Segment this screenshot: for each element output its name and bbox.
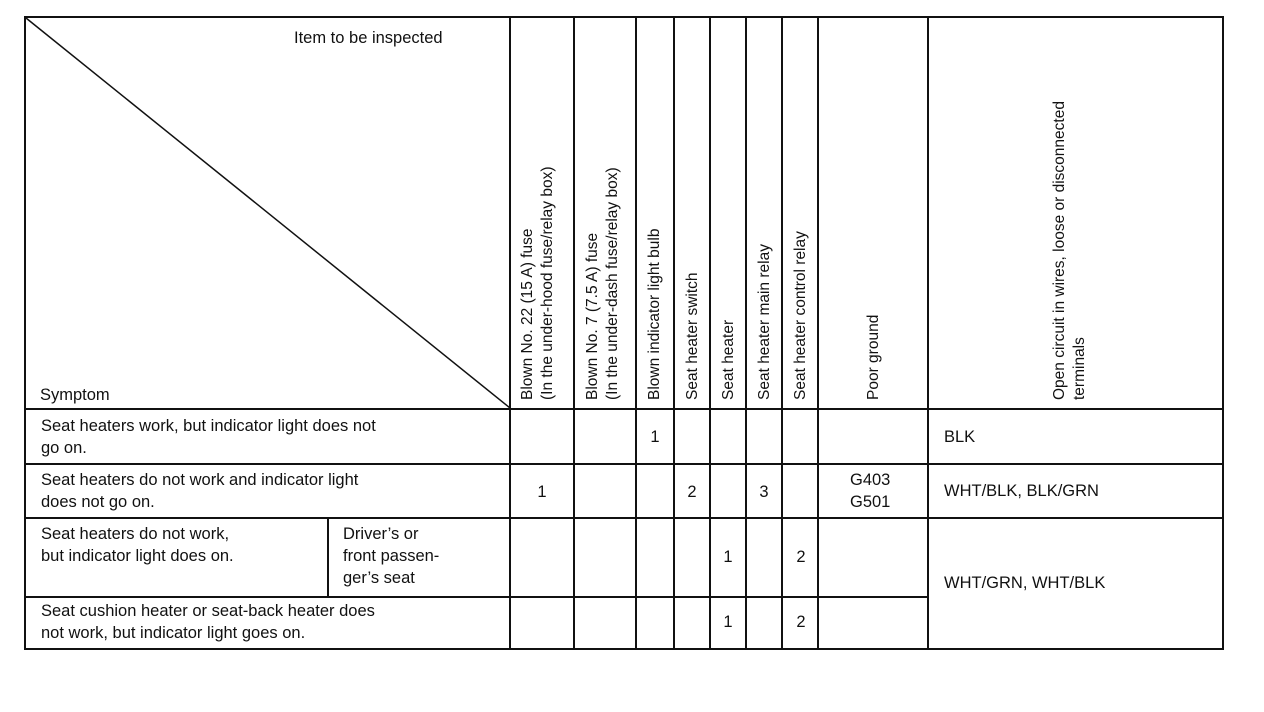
row-4-control-relay: 2: [796, 613, 806, 631]
seat-position-line: ger’s seat: [343, 569, 415, 587]
row-1-indicator-bulb: 1: [650, 428, 660, 446]
col-header-line1: Poor ground: [865, 314, 882, 400]
symptom-line: not work, but indicator light goes on.: [41, 624, 306, 642]
seat-position-line: front passen-: [343, 547, 440, 565]
symptom-line: but indicator light does on.: [41, 547, 234, 565]
col-header-line1: Blown No. 22 (15 A) fuse: [519, 228, 536, 400]
row-2-fuse22: 1: [537, 483, 547, 501]
col-header-line1: Blown No. 7 (7.5 A) fuse: [584, 232, 601, 400]
symptom-line: Seat heaters work, but indicator light does not: [41, 417, 376, 435]
row-1-symptom: [41, 415, 376, 459]
row-4-seat-heater: 1: [723, 613, 733, 631]
row-1-open-circuit: BLK: [944, 428, 976, 446]
row-3-symptom: [41, 523, 234, 567]
col-header-line1: Seat heater main relay: [756, 244, 773, 400]
row-3-seat-heater: 1: [723, 548, 733, 566]
row-2-main-relay: 3: [759, 483, 769, 501]
col-header-line1: Blown indicator light bulb: [646, 228, 663, 400]
symptom-line: Seat heaters do not work,: [41, 525, 230, 543]
symptom-line: Seat heaters do not work and indicator light: [41, 471, 359, 489]
ground-line: G403: [850, 471, 891, 489]
col-header-line2: terminals: [1071, 337, 1088, 400]
col-header-line2: (In the under-hood fuse/relay box): [539, 166, 556, 400]
header-diagonal: [26, 18, 510, 408]
rows-3-4-open-circuit: WHT/GRN, WHT/BLK: [944, 574, 1106, 592]
row-2-switch: 2: [687, 483, 697, 501]
symptom-line: Seat cushion heater or seat-back heater does: [41, 602, 375, 620]
row-2-open-circuit: WHT/BLK, BLK/GRN: [944, 482, 1099, 500]
col-header-line1: Open circuit in wires, loose or disconnected: [1051, 101, 1068, 400]
col-header-line1: Seat heater switch: [684, 272, 701, 400]
symptom-label: Symptom: [40, 386, 110, 404]
row-2-ground: [850, 469, 890, 513]
col-header-line2: (In the under-dash fuse/relay box): [604, 167, 621, 400]
row-4-symptom: [41, 600, 375, 644]
row-3-seat-position: [343, 523, 439, 589]
symptom-line: go on.: [41, 439, 87, 457]
col-header-line1: Seat heater: [720, 319, 737, 400]
symptom-line: does not go on.: [41, 493, 155, 511]
row-3-control-relay: 2: [796, 548, 806, 566]
item-to-be-inspected-label: Item to be inspected: [294, 29, 443, 47]
col-header-line1: Seat heater control relay: [792, 231, 809, 400]
seat-position-line: Driver’s or: [343, 525, 419, 543]
ground-line: G501: [850, 493, 891, 511]
row-2-symptom: [41, 469, 358, 513]
